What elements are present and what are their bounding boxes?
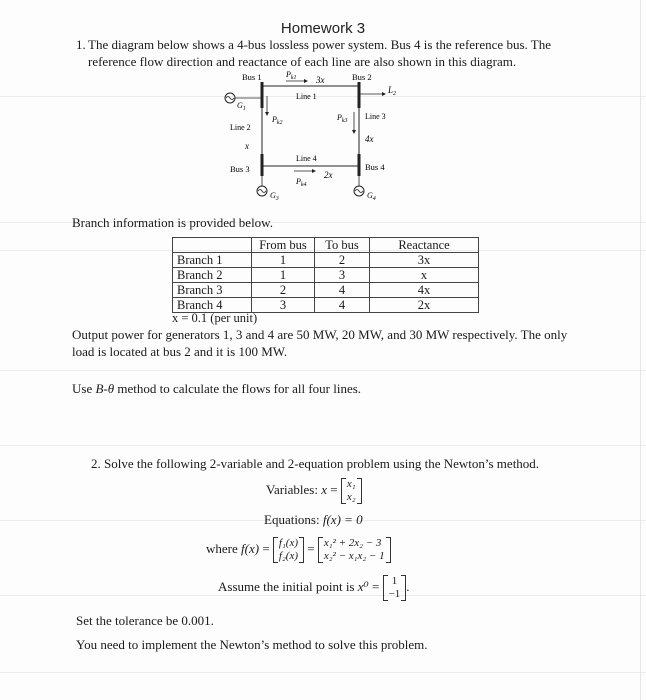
ruled-line [0, 445, 646, 446]
equations-math: f(x) = 0 [322, 512, 363, 527]
pk1-arrow-head [304, 79, 308, 83]
problem-2-intro-text: Solve the following 2-variable and 2-equation problem using the Newton’s method. [104, 456, 540, 471]
vector-entry: x₁ [346, 478, 356, 490]
output-power-line-2: load is located at bus 2 and it is 100 MW. [72, 344, 288, 359]
generator-3-wave-icon [258, 190, 266, 193]
ruled-line [0, 672, 646, 673]
load-arrow-head [382, 92, 386, 96]
problem-1-intro [76, 36, 588, 70]
table-cell: 2x [370, 298, 479, 313]
x-value-note: x = 0.1 (per unit) [172, 311, 258, 325]
table-cell: Branch 2 [173, 268, 252, 283]
table-cell: Branch 4 [173, 298, 252, 313]
table-cell: 1 [252, 253, 315, 268]
line-1-label: Line 1 [296, 92, 317, 101]
method-math: B-θ [95, 381, 115, 396]
equations-label: Equations: [264, 512, 323, 527]
equations-line [264, 512, 363, 528]
problem-2-intro [91, 455, 539, 472]
table-cell: 4 [315, 283, 370, 298]
table-row [173, 268, 479, 283]
vector-entry: f₁(x) [278, 537, 298, 549]
vector-entry: −1 [388, 588, 401, 600]
pk4-arrow-head [312, 169, 316, 173]
vector-entry: x₁² + 2x₂ − 3 [323, 537, 382, 549]
table-cell: 3 [252, 298, 315, 313]
pk4-label: $P_{k4}$ [296, 177, 307, 188]
page-edge-line [640, 0, 641, 700]
line-1-reactance: 3x [316, 75, 325, 85]
f-definition-line: where f(x) = f₁(x) f₂(x) = x₁² + 2x₂ − 3 x₂² − x₁x₂ − 1 [206, 537, 391, 563]
problem-2-number: 2. [91, 456, 101, 471]
ruled-line [0, 370, 646, 371]
bus-2-label: Bus 2 [352, 72, 372, 82]
table-cell: 2 [315, 253, 370, 268]
bus-3-label: Bus 3 [230, 164, 250, 174]
branch-caption: Branch information is provided below. [72, 215, 273, 230]
problem-1-intro-line-2: reference flow direction and reactance of each line are also shown in this diagram. [88, 54, 517, 69]
vector-entry: 1 [391, 575, 398, 587]
table-row [173, 253, 479, 268]
method-prefix: Use [72, 381, 96, 396]
output-power-line-1: Output power for generators 1, 3 and 4 are 50 MW, 20 MW, and 30 MW respectively. The only [72, 327, 568, 342]
line-4-label: Line 4 [296, 154, 317, 163]
pk1-label: $P_{k1}$ [286, 70, 297, 81]
power-system-diagram [200, 68, 410, 210]
page-title: Homework 3 [280, 20, 366, 37]
variables-line: Variables: x = x₁ x₂ [266, 478, 362, 504]
variables-label: Variables: [266, 481, 322, 497]
table-cell: Branch 3 [173, 283, 252, 298]
pk2-arrow-head [265, 112, 269, 116]
table-header-row [173, 238, 479, 253]
where-label: where [206, 540, 242, 556]
method-instruction [72, 380, 361, 397]
table-cell: 1 [252, 268, 315, 283]
g1-label: $G_1$ [237, 101, 246, 112]
initial-x0: x⁰ [357, 578, 369, 594]
load-label: $L_2$ [388, 85, 397, 97]
table-cell: 4x [370, 283, 479, 298]
table-cell: 3 [315, 268, 370, 283]
table-header-cell: To bus [315, 238, 370, 253]
table-cell: Branch 1 [173, 253, 252, 268]
tolerance-line: Set the tolerance be 0.001. [76, 613, 214, 628]
implement-line: You need to implement the Newton’s method to solve this problem. [76, 637, 428, 652]
table-row [173, 283, 479, 298]
line-2-reactance: x [245, 141, 249, 151]
table-cell: 3x [370, 253, 479, 268]
table-header-cell [173, 238, 252, 253]
bus-4-label: Bus 4 [365, 162, 385, 172]
g4-label: $G_4$ [367, 191, 376, 202]
g3-label: $G_3$ [270, 191, 279, 202]
method-suffix: method to calculate the flows for all four lines. [114, 381, 362, 396]
pk3-arrow-head [352, 130, 356, 134]
table-cell: 4 [315, 298, 370, 313]
line-4-reactance: 2x [324, 170, 333, 180]
f-lhs: f(x) [241, 540, 260, 556]
table-header-cell: Reactance [370, 238, 479, 253]
vector-entry: f₂(x) [278, 550, 298, 562]
initial-point-line: Assume the initial point is x⁰ = 1 −1 . [218, 575, 410, 600]
table-cell: 2 [252, 283, 315, 298]
problem-1-number: 1. [76, 37, 86, 52]
line-3-label: Line 3 [365, 112, 386, 121]
initial-vector [383, 575, 407, 601]
table-cell: x [370, 268, 479, 283]
line-2-label: Line 2 [230, 123, 251, 132]
f-components-vector [273, 537, 304, 563]
generator-1-wave-icon [226, 97, 234, 100]
table-header-cell: From bus [252, 238, 315, 253]
pk3-label: $P_{k3}$ [337, 113, 348, 124]
branch-table [172, 237, 479, 313]
initial-label: Assume the initial point is [218, 578, 358, 594]
bus-1-label: Bus 1 [242, 72, 262, 82]
variables-vector [341, 478, 362, 504]
problem-1-intro-line-1: The diagram below shows a 4-bus lossless power system. Bus 4 is the reference bus. The [88, 37, 551, 52]
variables-lhs: x [321, 481, 328, 497]
f-expression-vector [318, 537, 391, 563]
generator-4-wave-icon [355, 190, 363, 193]
vector-entry: x₂ [346, 491, 356, 503]
pk2-label: $P_{k2}$ [272, 115, 283, 126]
vector-entry: x₂² − x₁x₂ − 1 [323, 550, 385, 562]
line-3-reactance: 4x [365, 134, 374, 144]
